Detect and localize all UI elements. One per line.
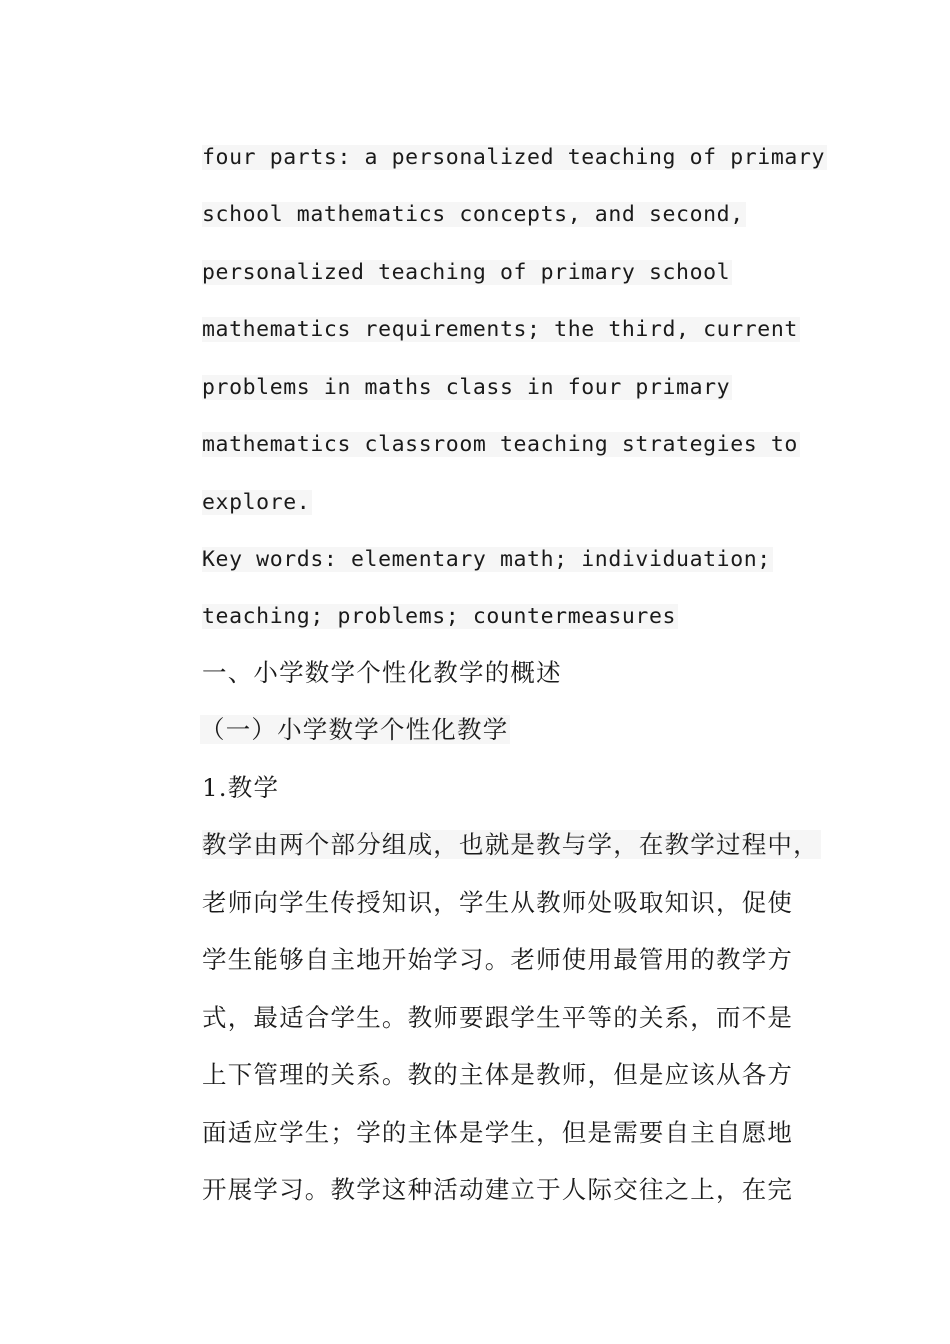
abstract-text: school mathematics concepts, and second,	[202, 202, 744, 227]
body-line	[202, 1175, 793, 1205]
subsection-heading-text: （一）小学数学个性化教学	[200, 715, 509, 744]
abstract-line	[202, 487, 312, 517]
body-text: 式，最适合学生。教师要跟学生平等的关系，而不是	[202, 1003, 794, 1032]
abstract-line	[202, 199, 746, 229]
abstract-text: problems in maths class in four primary	[202, 375, 731, 400]
abstract-text: four parts: a personalized teaching of primary	[202, 145, 826, 170]
keywords-text: teaching; problems; countermeasures	[202, 604, 677, 629]
section-heading	[202, 658, 562, 688]
body-text: 教学由两个部分组成，也就是教与学，在教学过程中，	[202, 830, 819, 859]
body-line	[202, 888, 793, 918]
abstract-line	[202, 142, 827, 172]
abstract-line	[202, 314, 800, 344]
body-line	[202, 1003, 793, 1033]
subsection-heading	[200, 715, 510, 745]
abstract-text: explore.	[202, 490, 311, 515]
keywords-line	[202, 601, 678, 631]
keywords-line	[202, 544, 773, 574]
section-heading-text: 一、小学数学个性化教学的概述	[202, 658, 562, 687]
body-text: 面适应学生；学的主体是学生，但是需要自主自愿地	[202, 1118, 794, 1147]
abstract-text: personalized teaching of primary school	[202, 260, 731, 285]
item-heading	[202, 773, 279, 803]
body-text: 上下管理的关系。教的主体是教师，但是应该从各方	[202, 1060, 794, 1089]
body-line	[202, 1060, 793, 1090]
item-heading-text: 1.教学	[202, 773, 280, 802]
body-line	[202, 1118, 793, 1148]
keywords-text: Key words: elementary math; individuation;	[202, 547, 771, 572]
body-text: 老师向学生传授知识，学生从教师处吸取知识，促使	[202, 888, 794, 917]
body-line	[202, 945, 793, 975]
abstract-text: mathematics classroom teaching strategies to	[202, 432, 798, 457]
body-line	[202, 830, 821, 860]
body-text: 学生能够自主地开始学习。老师使用最管用的教学方	[202, 945, 794, 974]
abstract-text: mathematics requirements; the third, current	[202, 317, 798, 342]
body-text: 开展学习。教学这种活动建立于人际交往之上，在完	[202, 1175, 794, 1204]
abstract-line	[202, 257, 732, 287]
abstract-line	[202, 372, 732, 402]
abstract-line	[202, 429, 800, 459]
